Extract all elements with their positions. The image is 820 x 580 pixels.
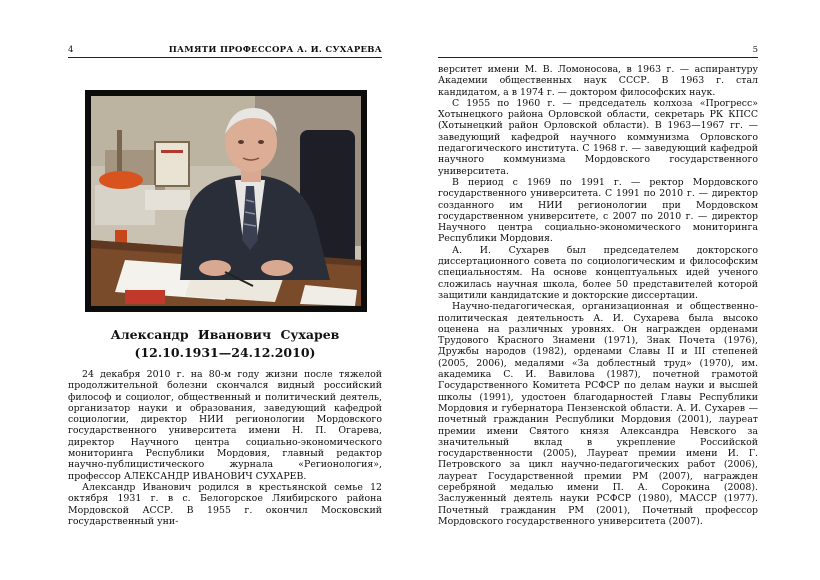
paragraph: А. И. Сухарев был председателем докторского диссертационного совета по социологическим и философским специальностям. На основе концептуальных идей ученого сложилась научная школа, более 50 представителей которой защитили кандидатские и докторские диссертации. xyxy=(438,244,758,301)
left-body-text xyxy=(68,369,382,527)
running-head xyxy=(68,45,382,58)
right-body-text xyxy=(438,64,758,527)
left-page-number: 4 xyxy=(68,45,74,55)
right-page xyxy=(410,0,820,580)
paragraph: Научно-педагогическая, организационная и общественно-политическая деятельность А. И. Сухарева была высоко оценена на различных уровнях. Он награжден орденами Трудового Красного Знамени (1971), Знак Почета (1976), Дружбы народов (1982), орденами Славы II и III степеней (2005, 2006), медалями «За доблестный труд» (1970), им. академика С. И. Вавилова (1987), почетной грамотой Государственного Комитета РСФСР по делам науки и высшей школы (1991), удостоен благодарностей Главы Республики Мордовия и губернатора Пензенской области. А. И. Сухарев — почетный гражданин Республики Мордовия (2001), лауреат премии имени Святого князя Александра Невского за значительный вклад в укрепление Российской государственности (2005), Лауреат премии имени И. Г. Петровского за цикл научно-педагогических работ (2006), лауреат Государственной премии РМ (2007), награжден серебряной медалью имени П. А. Сорокина (2008). Заслуженный деятель науки РСФСР (1980), МАССР (1977). Почетный гражданин РМ (2001), Почетный профессор Мордовского государственного университета (2007). xyxy=(438,301,758,527)
person-name: Александр Иванович Сухарев xyxy=(110,327,340,342)
right-page-number: 5 xyxy=(752,45,758,55)
paragraph: В период с 1969 по 1991 г. — ректор Мордовского государственного университета. С 1991 по 2010 г. — директор созданного им НИИ регионологии при Мордовском государственном университете, с 2007 по 2010 г. — директор Научного центра социально-экономического мониторинга Республики Мордовия. xyxy=(438,176,758,245)
portrait-illustration xyxy=(85,90,367,312)
life-dates: (12.10.1931—24.12.2010) xyxy=(134,345,316,360)
portrait-photo xyxy=(85,90,367,312)
paragraph: 24 декабря 2010 г. на 80-м году жизни после тяжелой продолжительной болезни скончался видный российский философ и социолог, общественный и политический деятель, организатор науки и образования, заведующий кафедрой социологии, директор НИИ регионологии Мордовского государственного университета имени Н. П. Огарева, директор Научного центра социально-экономического мониторинга Республики Мордовия, главный редактор научно-публицистического журнала «Регионология», профессор АЛЕКСАНДР ИВАНОВИЧ СУХАРЕВ. xyxy=(68,369,382,482)
paragraph: С 1955 по 1960 г. — председатель колхоза «Прогресс» Хотынецкого района Орловской области, секретарь РК КПСС (Хотынецкий район Орловской области). В 1963—1967 гг. — заведующий кафедрой научного коммунизма Орловского педагогического института. С 1968 г. — заведующий кафедрой научного коммунизма Мордовского государственного университета. xyxy=(438,97,758,177)
paragraph: верситет имени М. В. Ломоносова, в 1963 г. — аспирантуру Академии общественных наук СССР. В 1963 г. стал кандидатом, а в 1974 г. — доктором философских наук. xyxy=(438,64,758,98)
running-head-title: ПАМЯТИ ПРОФЕССОРА А. И. СУХАРЕВА xyxy=(168,45,382,55)
right-running-head xyxy=(438,45,758,58)
paragraph: Александр Иванович родился в крестьянской семье 12 октября 1931 г. в с. Белогорское Ляибирского района Мордовской АССР. В 1955 г. окончил Московский государственный уни- xyxy=(68,481,382,527)
